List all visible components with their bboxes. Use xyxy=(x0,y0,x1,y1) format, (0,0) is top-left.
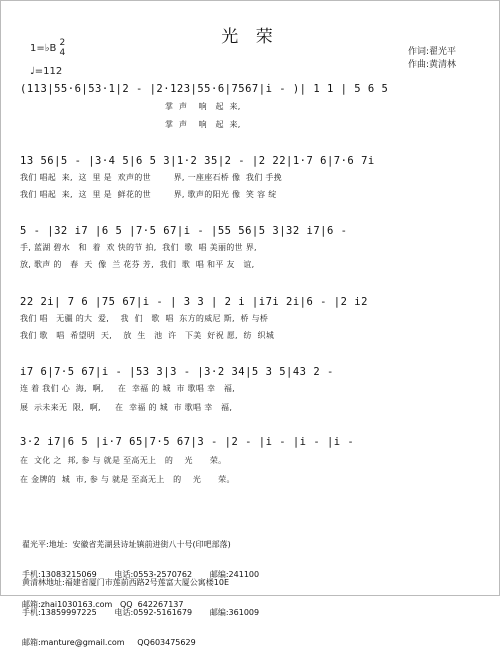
composer-address-line: 黄清林地址:福建省厦门市莲前西路2号莲富大厦公寓楼10E xyxy=(22,578,230,587)
score-row-2-lyrics-v1: 我们 唱起 来, 这 里 是 欢声的世 界, 一座座石桥 像 我们 手挽 xyxy=(20,173,282,182)
composer-email-line: 邮箱:manture@gmail.com QQ603475629 xyxy=(22,638,196,647)
score-row-1-lyrics-v2: 掌 声 响 起 来, xyxy=(20,120,241,129)
key-signature xyxy=(30,38,65,58)
score-row-6-lyrics-v1: 在 文化 之 邦, 参 与 就是 至高无上 的 光 荣。 xyxy=(20,456,227,465)
score-row-2-notes: 13 56|5 - |3·4 5|6 5 3|1·2 35|2 - |2 22|1·7 6|7·6 7i xyxy=(20,155,375,167)
composer-contact xyxy=(22,558,259,658)
score-row-4-lyrics-v2: 我们 歌 唱 希望明 天, 放 生 池 许 下美 好祝 愿, 纺 织城 xyxy=(20,331,275,340)
composer-phone-line: 手机:13859997225 电话:0592-5161679 邮编:361009 xyxy=(22,608,260,617)
score-row-5-lyrics-v2: 展 示未来无 限, 啊, 在 幸福 的 城 市 歌唱 幸 福, xyxy=(20,403,233,412)
score-row-2-lyrics-v2: 我们 唱起 来, 这 里 是 鲜花的世 界, 歌声的阳光 像 笑 容 绽 xyxy=(20,190,277,199)
score-row-4-notes: 22 2i| 7 6 |75 67|i - | 3 3 | 2 i |i7i 2i|6 - |2 i2 xyxy=(20,296,368,308)
song-title: 光 荣 xyxy=(221,27,279,47)
score-row-3-lyrics-v2: 放, 歌声 的 春 天 像 兰 花芬 芳, 我们 歌 唱 和平 友 谊, xyxy=(20,260,255,269)
score-row-3-lyrics-v1: 手, 蓝湖 碧水 和 着 欢 快的节 拍, 我们 歌 唱 美丽的世 界, xyxy=(20,243,257,252)
score-row-6-lyrics-v2: 在 金牌的 城 市, 参 与 就是 至高无上 的 光 荣。 xyxy=(20,475,235,484)
composer-credit: 作曲:黄清林 xyxy=(408,60,457,70)
lyricist-email-line: 邮箱:zhai1030163.com QQ 642267137 xyxy=(22,600,184,609)
lyricist-phone-line: 手机:13083215069 电话:0553-2570762 邮编:241100 xyxy=(22,570,260,579)
tempo-marking: ♩=112 xyxy=(30,66,63,77)
score-row-4-lyrics-v1: 我们 唱 无疆 的大 爱, 我 们 歌 唱 东方的威尼 斯, 桥 与桥 xyxy=(20,314,269,323)
score-row-5-lyrics-v1: 连 着 我们 心 海, 啊, 在 幸福 的 城 市 歌唱 幸 福, xyxy=(20,384,236,393)
score-row-1-lyrics-v1: 掌 声 响 起 来, xyxy=(20,102,241,111)
key-label: 1=♭B xyxy=(30,43,57,54)
lyricist-address-line: 翟光平:地址: 安徽省芜湖县诗址镇前进街八十号(印吧部落) xyxy=(22,540,231,549)
time-sig-bottom: 4 xyxy=(59,48,66,58)
time-sig-top: 2 xyxy=(59,38,66,48)
time-signature xyxy=(60,38,66,58)
score-row-5-notes: i7 6|7·5 67|i - |53 3|3 - |3·2 34|5 3 5|43 2 - xyxy=(20,366,341,378)
score-row-6-notes: 3·2 i7|6 5 |i·7 65|7·5 67|3 - |2 - |i - |i - |i - xyxy=(20,436,362,448)
lyricist-credit: 作词:翟光平 xyxy=(408,47,457,57)
score-row-3-notes: 5 - |32 i7 |6 5 |7·5 67|i - |55 56|5 3|32 i7|6 - xyxy=(20,225,355,237)
score-row-1-notes: (113|55·6|53·1|2 - |2·123|55·6|7567|i̇ - )| 1 1 | 5 6 5 xyxy=(20,83,389,95)
